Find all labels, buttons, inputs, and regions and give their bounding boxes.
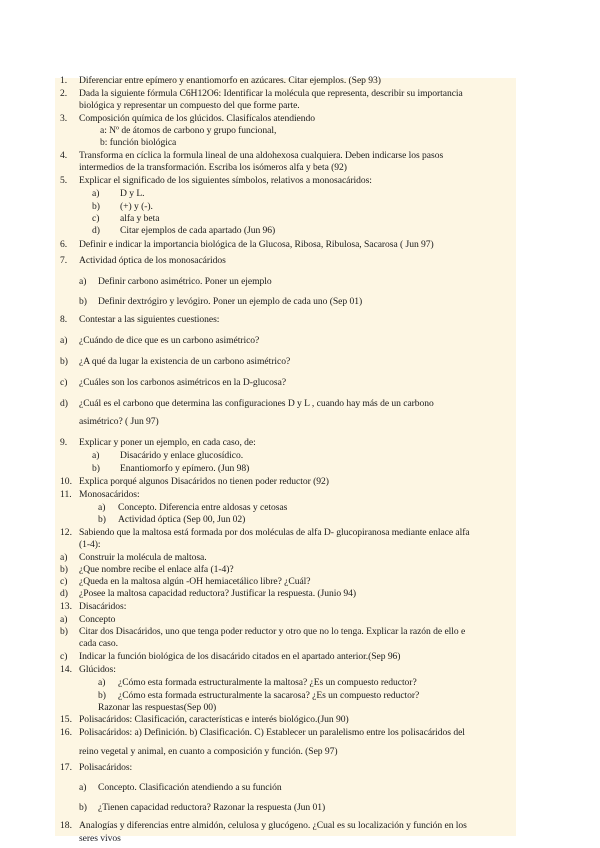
question-number: 1. [60, 75, 68, 86]
question-text: Polisacáridos: [79, 762, 133, 773]
subitem-marker: c) [60, 576, 68, 587]
subitem-marker: a) [79, 276, 87, 287]
question-text: Monosacáridos: [79, 489, 140, 500]
question-number: 15. [60, 714, 72, 725]
subitem-text: ¿Cuál es el carbono que determina las configuraciones D y L , cuando hay más de un carbono [79, 398, 434, 409]
subitem-text: D y L. [120, 188, 145, 199]
subitem-text: Actividad óptica (Sep 00, Jun 02) [118, 514, 246, 525]
subitem-marker: d) [60, 398, 68, 409]
question-number: 11. [60, 489, 72, 500]
question-text: biológica y representar un compuesto del que forme parte. [79, 100, 300, 111]
subitem-marker: c) [92, 213, 100, 224]
subitem-text: Disacárido y enlace glucosídico. [120, 450, 244, 461]
question-text: Explicar y poner un ejemplo, en cada caso, de: [79, 437, 256, 448]
question-text: Dada la siguiente fórmula C6H12O6: Identificar la molécula que representa, describir su importancia [79, 88, 463, 99]
subitem-text: ¿Cómo esta formada estructuralmente la sacarosa? ¿Es un compuesto reductor? [118, 690, 420, 701]
subitem-marker: d) [92, 225, 100, 236]
subitem-text: ¿Queda en la maltosa algún -OH hemiacetálico libre? ¿Cuál? [79, 576, 311, 587]
subitem-text: Definir dextrógiro y levógiro. Poner un ejemplo de cada uno (Sep 01) [98, 296, 363, 307]
subitem-marker: b) [79, 802, 87, 813]
question-number: 3. [60, 113, 68, 124]
subitem-text: (+) y (-). [120, 201, 153, 212]
subitem-text: Concepto [79, 614, 116, 625]
subitem-text: Construir la molécula de maltosa. [79, 552, 207, 563]
subitem-text: ¿Tienen capacidad reductora? Razonar la respuesta (Jun 01) [98, 802, 326, 813]
question-number: 9. [60, 437, 68, 448]
subitem-text: Citar ejemplos de cada apartado (Jun 96) [120, 225, 276, 236]
subitem-marker: c) [60, 377, 68, 388]
question-text: Diferenciar entre epímero y enantiomorfo en azúcares. Citar ejemplos. (Sep 93) [79, 75, 381, 86]
question-text: Composición química de los glúcidos. Clasifícalos atendiendo [79, 113, 316, 124]
subitem-marker: b) [79, 296, 87, 307]
subitem-marker: a) [60, 614, 68, 625]
question-text: Actividad óptica de los monosacáridos [79, 255, 226, 266]
subitem-marker: a) [79, 782, 87, 793]
question-number: 13. [60, 601, 72, 612]
question-text: Definir e indicar la importancia biológica de la Glucosa, Ribosa, Ribulosa, Sacarosa ( Jun 97) [79, 239, 434, 250]
subitem-text: ¿Cuándo de dice que es un carbono asimétrico? [79, 335, 260, 346]
subitem-marker: b) [92, 201, 100, 212]
subitem-text: Definir carbono asimétrico. Poner un ejemplo [98, 276, 272, 287]
subitem-marker: b) [60, 626, 68, 637]
subitem-text: ¿A qué da lugar la existencia de un carbono asimétrico? [79, 356, 291, 367]
question-text: seres vivos [79, 833, 121, 844]
subitem-marker: a) [98, 502, 106, 513]
subitem-text: Concepto. Diferencia entre aldosas y cetosas [118, 502, 288, 513]
question-text: Explicar el significado de los siguientes símbolos, relativos a monosacáridos: [79, 175, 372, 186]
question-text: Explica porqué algunos Disacáridos no tienen poder reductor (92) [79, 476, 329, 487]
subitem-marker: a) [98, 677, 106, 688]
subitem-text: ¿Que nombre recibe el enlace alfa (1-4)? [79, 564, 234, 575]
question-number: 6. [60, 239, 68, 250]
subitem-marker: d) [60, 588, 68, 599]
subitem-text: Razonar las respuestas(Sep 00) [98, 702, 217, 713]
subitem-marker: b) [60, 356, 68, 367]
subitem-text: Indicar la función biológica de los disacárido citados en el apartado anterior.(Sep 96) [79, 651, 401, 662]
subitem-marker: b) [92, 463, 100, 474]
subitem-text: asimétrico? ( Jun 97) [79, 416, 159, 427]
question-number: 12. [60, 527, 72, 538]
question-number: 10. [60, 476, 72, 487]
subitem-text: Enantiomorfo y epímero. (Jun 98) [120, 463, 250, 474]
question-number: 14. [60, 664, 72, 675]
question-text: Transforma en cíclica la formula lineal de una aldohexosa cualquiera. Deben indicarse los pasos [79, 150, 444, 161]
question-number: 18. [60, 820, 72, 831]
question-text: intermedios de la transformación. Escriba los isómeros alfa y beta (92) [79, 162, 347, 173]
question-text: Disacáridos: [79, 601, 127, 612]
question-text: Polisacáridos: Clasificación, características e interés biológico.(Jun 90) [79, 714, 349, 725]
question-number: 5. [60, 175, 68, 186]
subitem-text: Citar dos Disacáridos, uno que tenga poder reductor y otro que no lo tenga. Explicar la razón de ello e [79, 626, 466, 637]
subitem-marker: a) [92, 450, 100, 461]
question-text: a: Nº de átomos de carbono y grupo funcional, [100, 125, 277, 136]
question-text: Contestar a las siguientes cuestiones: [79, 314, 220, 325]
question-text: (1-4): [79, 539, 101, 550]
subitem-marker: c) [60, 651, 68, 662]
question-number: 2. [60, 88, 68, 99]
question-text: Sabiendo que la maltosa está formada por dos moléculas de alfa D- glucopiranosa mediante enlace alfa [79, 527, 470, 538]
question-text: Glúcidos: [79, 664, 116, 675]
subitem-marker: a) [60, 552, 68, 563]
question-number: 7. [60, 255, 68, 266]
question-number: 17. [60, 762, 72, 773]
subitem-marker: a) [60, 335, 68, 346]
subitem-text: alfa y beta [120, 213, 160, 224]
question-text: reino vegetal y animal, en cuanto a composición y función. (Sep 97) [79, 746, 338, 757]
subitem-marker: b) [98, 690, 106, 701]
question-number: 8. [60, 314, 68, 325]
subitem-text: Concepto. Clasificación atendiendo a su función [98, 782, 282, 793]
subitem-text: cada caso. [79, 638, 118, 649]
subitem-marker: a) [92, 188, 100, 199]
question-number: 4. [60, 150, 68, 161]
subitem-text: ¿Cómo esta formada estructuralmente la maltosa? ¿Es un compuesto reductor? [118, 677, 417, 688]
question-text: b: función biológica [100, 137, 177, 148]
subitem-marker: b) [98, 514, 106, 525]
subitem-marker: b) [60, 564, 68, 575]
question-text: Analogías y diferencias entre almidón, celulosa y glucógeno. ¿Cual es su localización y función en los [79, 820, 467, 831]
question-number: 16. [60, 727, 72, 738]
subitem-text: ¿Cuáles son los carbonos asimétricos en la D-glucosa? [79, 377, 287, 388]
question-text: Polisacáridos: a) Definición. b) Clasificación. C) Establecer un paralelismo entre los polisacáridos del [79, 727, 465, 738]
subitem-text: ¿Posee la maltosa capacidad reductora? Justificar la respuesta. (Junio 94) [79, 588, 357, 599]
